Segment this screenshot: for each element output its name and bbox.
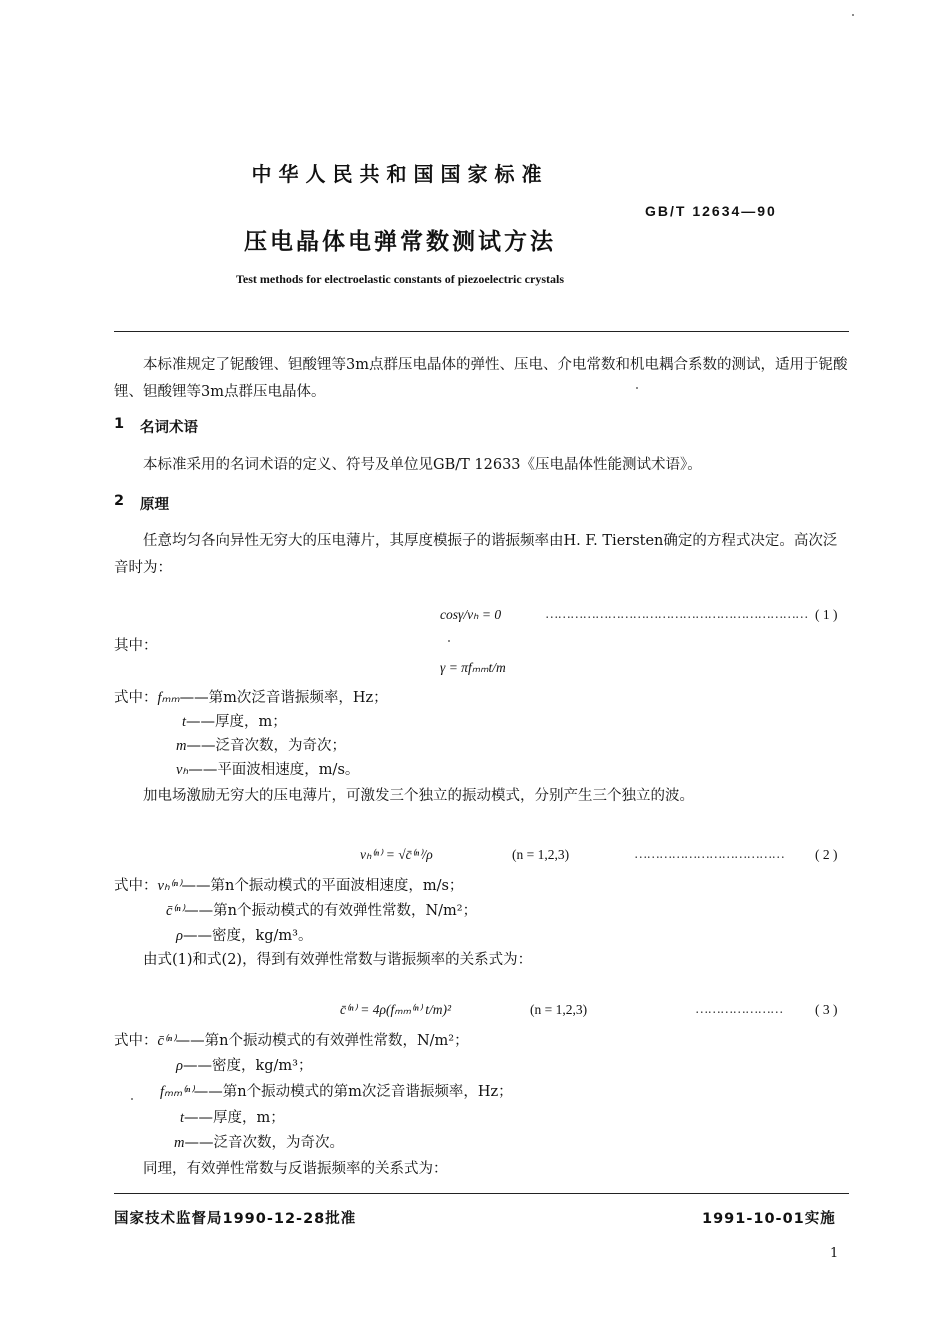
scan-speck bbox=[636, 387, 638, 389]
equation-2-number: ( 2 ) bbox=[815, 847, 838, 862]
scan-speck bbox=[448, 640, 450, 642]
equation-2: vₕ⁽ⁿ⁾ = √c̄⁽ⁿ⁾/ρ bbox=[360, 847, 433, 862]
section-1-text: 本标准采用的名词术语的定义、符号及单位见GB/T 12633《压电晶体性能测试术语》。 bbox=[143, 457, 702, 473]
where-label: 其中： bbox=[114, 638, 158, 654]
equation-3: c̄⁽ⁿ⁾ = 4ρ(fₘₘ⁽ⁿ⁾ t/m)² bbox=[340, 1002, 452, 1017]
document-title-cn: 压电晶体电弹常数测试方法 bbox=[244, 229, 556, 255]
implementation-date: 1991-10-01实施 bbox=[702, 1211, 836, 1227]
defs1-row-3: m——泛音次数，为奇次； bbox=[176, 738, 346, 754]
defs3-row-1: 式中：c̄⁽ⁿ⁾——第n个振动模式的有效弹性常数，N/m²； bbox=[114, 1033, 469, 1049]
defs3-row-3: fₘₘ⁽ⁿ⁾——第n个振动模式的第m次泛音谐振频率，Hz； bbox=[160, 1084, 513, 1100]
defs3-row-4: t——厚度，m； bbox=[180, 1110, 285, 1126]
defs3-row-2: ρ——密度，kg/m³； bbox=[176, 1058, 313, 1074]
defs2-row-2: c̄⁽ⁿ⁾——第n个振动模式的有效弹性常数，N/m²； bbox=[166, 903, 478, 919]
equation-2-leader: ……………………………… bbox=[634, 846, 784, 861]
standard-code: GB/T 12634—90 bbox=[645, 203, 777, 219]
derive-text: 由式(1)和式(2)，得到有效弹性常数与谐振频率的关系式为： bbox=[143, 952, 533, 968]
defs2-row-3: ρ——密度，kg/m³。 bbox=[176, 928, 313, 944]
defs2-row-1: 式中：vₕ⁽ⁿ⁾——第n个振动模式的平面波相速度，m/s； bbox=[114, 878, 464, 894]
section-2-number: 2 bbox=[114, 493, 125, 509]
defs1-row-2: t——厚度，m； bbox=[182, 714, 287, 730]
page-number: 1 bbox=[830, 1246, 839, 1261]
scan-speck bbox=[852, 14, 854, 16]
footer-divider bbox=[114, 1193, 849, 1194]
equation-1-number: ( 1 ) bbox=[815, 607, 838, 622]
section-2-text: 任意均匀各向异性无穷大的压电薄片，其厚度模振子的谐振频率由H. F. Tiersten确定的方程式决定。高次泛音时为： bbox=[114, 533, 838, 576]
equation-1-leader: ……………………………………………………… bbox=[545, 606, 808, 621]
header-divider bbox=[114, 331, 849, 332]
section-2-title: 原理 bbox=[140, 497, 169, 513]
section-1-number: 1 bbox=[114, 416, 125, 432]
anti-resonance-text: 同理，有效弹性常数与反谐振频率的关系式为： bbox=[143, 1161, 448, 1177]
equation-1: cosγ/vₕ = 0 bbox=[440, 607, 502, 622]
defs3-row-5: m——泛音次数，为奇次。 bbox=[174, 1135, 344, 1151]
approval-date: 国家技术监督局1990-12-28批准 bbox=[114, 1211, 357, 1227]
scan-speck bbox=[131, 1098, 133, 1100]
defs1-row-4: vₕ——平面波相速度，m/s。 bbox=[176, 762, 360, 778]
excite-text: 加电场激励无穷大的压电薄片，可激发三个独立的振动模式，分别产生三个独立的波。 bbox=[143, 788, 694, 804]
equation-3-leader: ………………… bbox=[695, 1001, 783, 1016]
document-title-en: Test methods for electroelastic constants of piezoelectric crystals bbox=[235, 272, 565, 286]
national-standard-heading: 中华人民共和国国家标准 bbox=[251, 162, 549, 186]
gamma-formula: γ = πfₘₘt/m bbox=[440, 660, 506, 675]
equation-3-number: ( 3 ) bbox=[815, 1002, 838, 1017]
defs1-row-1: 式中：fₘₘ——第m次泛音谐振频率，Hz； bbox=[114, 690, 388, 706]
equation-2-condition: (n = 1,2,3) bbox=[512, 847, 570, 862]
equation-3-condition: (n = 1,2,3) bbox=[530, 1002, 588, 1017]
section-1-title: 名词术语 bbox=[140, 420, 198, 436]
scope-paragraph: 本标准规定了铌酸锂、钽酸锂等3m点群压电晶体的弹性、压电、介电常数和机电耦合系数的测试，适用于铌酸锂、钽酸锂等3m点群压电晶体。 bbox=[114, 357, 848, 400]
